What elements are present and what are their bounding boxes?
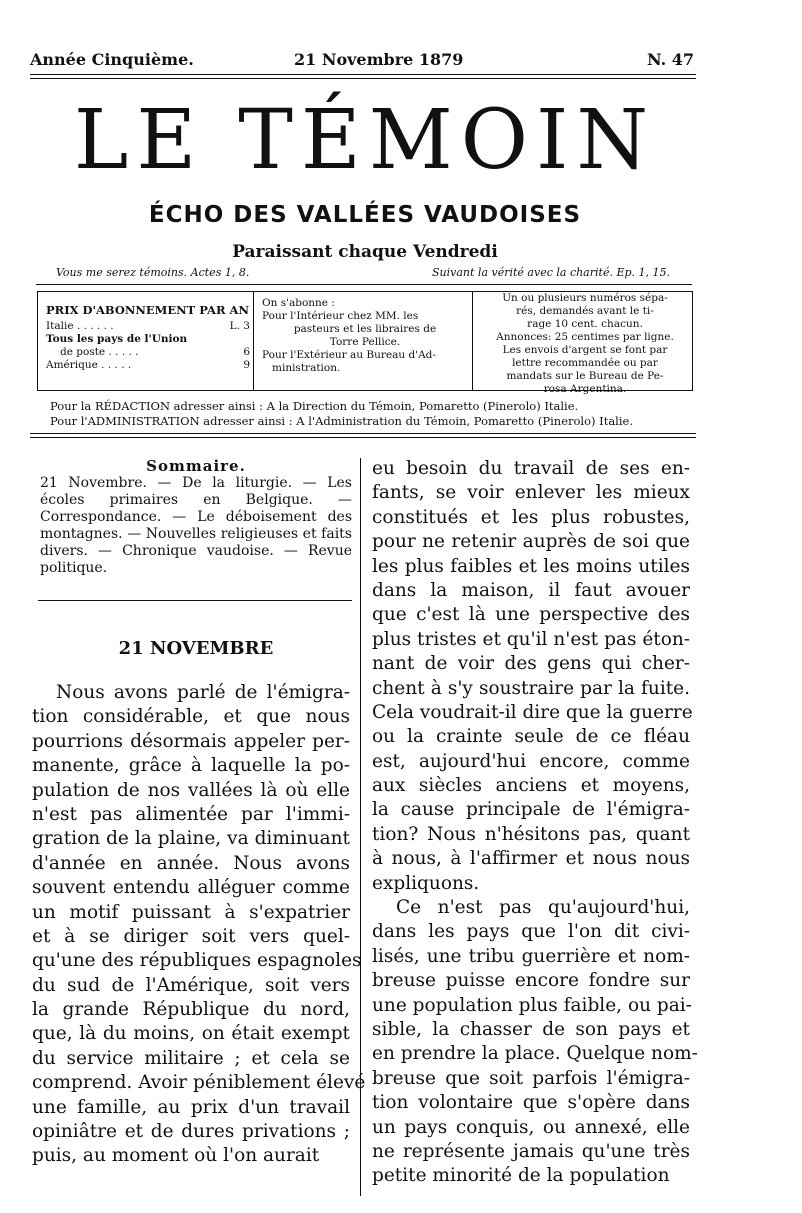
article-line: du sud de l'Amérique, soit vers [32, 974, 350, 996]
misc-line: rage 10 cent. chacun. [527, 318, 643, 330]
article-line: eu besoin du travail de ses en- [372, 458, 690, 479]
article-line: ne représente jamais qu'une très [372, 1140, 690, 1162]
article-line: sible, la chasser de son pays et [372, 1018, 690, 1040]
year-label: Année Cinquième. [30, 50, 194, 69]
price-row: Italie . . . . . . L. 3 [46, 320, 250, 332]
article-line: tion? Nous n'hésitons pas, quant [372, 823, 690, 845]
redaction-address: Pour la RÉDACTION adresser ainsi : A la Direction du Témoin, Pomaretto (Pinerolo) Italie. [50, 399, 579, 413]
motto-left: Vous me serez témoins. Actes 1, 8. [56, 266, 250, 279]
where-title: On s'abonne : [262, 297, 335, 309]
article-column-2 [372, 457, 698, 1189]
article-line: Cela voudrait-il dire que la guerre [372, 701, 693, 723]
misc-box [478, 292, 692, 395]
article-line: la cause principale de l'émigra- [372, 799, 690, 821]
article-line: chent à s'y soustraire par la fuite. [372, 677, 690, 699]
article-column-1 [32, 681, 366, 1169]
article-line: les plus faibles et les moins utiles [372, 555, 690, 577]
price-row: Tous les pays de l'Union [46, 333, 188, 345]
misc-line: rosa Argentina. [543, 383, 627, 395]
summary-rule [38, 600, 352, 601]
article-line: un motif puissant à s'expatrier [32, 901, 350, 923]
where-line: Pour l'Intérieur chez MM. les [262, 310, 419, 322]
where-subscribe-box [258, 292, 473, 390]
frequency-line: Paraissant chaque Vendredi [232, 242, 498, 262]
article-line: pour ne retenir auprès de soi que [372, 531, 690, 553]
article-line: puis, au moment où l'on aurait [32, 1145, 320, 1167]
article-line: lisés, une tribu guerrière et nom- [372, 945, 690, 967]
where-line: Pour l'Extérieur au Bureau d'Ad- [262, 349, 436, 361]
article-line: petite minorité de la population [372, 1165, 670, 1187]
article-line: pourrions désormais appeler per- [32, 730, 350, 752]
article-line: gration de la plaine, va diminuant [32, 828, 350, 850]
article-line: aux siècles anciens et moyens, [372, 775, 690, 797]
article-line: la grande République du nord, [32, 999, 350, 1021]
article-line: comprend. Avoir péniblement élevé [32, 1072, 366, 1094]
summary-title: Sommaire. [146, 457, 246, 475]
article-title: 21 NOVEMBRE [118, 638, 274, 659]
issue-number: N. 47 [646, 50, 694, 69]
article-line: en prendre la place. Quelque nom- [372, 1043, 698, 1065]
misc-line: Les envois d'argent se font par [502, 344, 668, 356]
article-line: pulation de nos vallées là où elle [32, 779, 350, 801]
article-line: n'est pas alimentée par l'immi- [32, 803, 350, 825]
misc-line: lettre recommandée ou par [512, 357, 658, 369]
article-line: une famille, au prix d'un travail [32, 1096, 350, 1118]
article-line: est, aujourd'hui encore, comme [372, 750, 690, 772]
address-rule-top [30, 433, 696, 434]
article-line: breuse que soit parfois l'émigra- [372, 1067, 690, 1089]
article-line: Ce n'est pas qu'aujourd'hui, [396, 897, 690, 919]
article-line: breuse puisse encore fondre sur [372, 970, 690, 992]
summary-section [40, 458, 352, 577]
motto-rule [36, 284, 692, 285]
misc-line: rés, demandés avant le ti- [516, 305, 654, 317]
article-line: expliquons. [372, 872, 480, 894]
price-row: Amérique . . . . . 9 [46, 359, 250, 371]
article-line: qu'une des républiques espagnoles [32, 950, 362, 972]
where-line: pasteurs et les libraires de [293, 323, 437, 335]
header-rule-top [30, 74, 696, 75]
address-rule-bottom [30, 437, 696, 438]
info-boxes [37, 291, 693, 395]
article-line: une population plus faible, ou pai- [372, 994, 692, 1016]
misc-line: mandats sur le Bureau de Pe- [506, 370, 664, 382]
article-line: fants, se voir enlever les mieux [372, 482, 690, 504]
article-line: que c'est là une perspective des [372, 604, 690, 626]
subscription-box [38, 292, 254, 390]
article-line: à nous, à l'affirmer et nous nous [372, 848, 690, 870]
masthead-title: LE TÉMOIN [73, 93, 657, 188]
article-line: et à se diriger soit vers quel- [32, 925, 350, 947]
article-line: constitués et les plus robustes, [372, 506, 690, 528]
article-line: ou la crainte seule de ce fléau [372, 726, 690, 748]
article-line: dans la maison, il faut avouer [372, 579, 690, 601]
summary-text: 21 Novembre. — De la liturgie. — Les écoles primaires en Belgique. — Correspondance. — Le déboisement des montagnes. — Nouvelles religieuses et faits divers. — Chronique vaudoise. — Revue politique. [40, 475, 352, 576]
article-line: tion considérable, et que nous [32, 706, 350, 728]
administration-address: Pour l'ADMINISTRATION adresser ainsi : A l'Administration du Témoin, Pomaretto (Pinerolo) Italie. [50, 414, 633, 428]
article-line: du service militaire ; et cela se [32, 1047, 350, 1069]
motto-right: Suivant la vérité avec la charité. Ep. 1, 15. [432, 266, 670, 279]
subscription-title: PRIX D'ABONNEMENT PAR AN [46, 303, 249, 317]
misc-line: Annonces: 25 centimes par ligne. [496, 331, 674, 343]
article-line: nant de voir des gens qui cher- [372, 653, 690, 675]
article-line: un pays conquis, ou annexé, elle [372, 1116, 690, 1138]
where-line: ministration. [272, 362, 341, 374]
article-line: Nous avons parlé de l'émigra- [56, 682, 350, 703]
subtitle: ÉCHO DES VALLÉES VAUDOISES [148, 202, 582, 228]
price-row: de poste . . . . . 6 [60, 346, 250, 358]
article-line: d'année en année. Nous avons [32, 852, 350, 874]
article-line: souvent entendu alléguer comme [32, 877, 350, 899]
where-line: Torre Pellice. [329, 336, 401, 348]
header-rule-bottom [30, 78, 696, 79]
article-line: plus tristes et qu'il n'est pas éton- [372, 628, 691, 650]
misc-line: Un ou plusieurs numéros sépa- [502, 292, 668, 304]
article-line: dans les pays que l'on dit civi- [372, 921, 690, 943]
issue-date: 21 Novembre 1879 [294, 50, 464, 69]
article-line: tion volontaire que s'opère dans [372, 1092, 690, 1114]
article-line: manente, grâce à laquelle la po- [32, 755, 350, 777]
article-line: opiniâtre et de dures privations ; [32, 1121, 350, 1143]
article-line: que, là du moins, on était exempt [32, 1023, 350, 1045]
